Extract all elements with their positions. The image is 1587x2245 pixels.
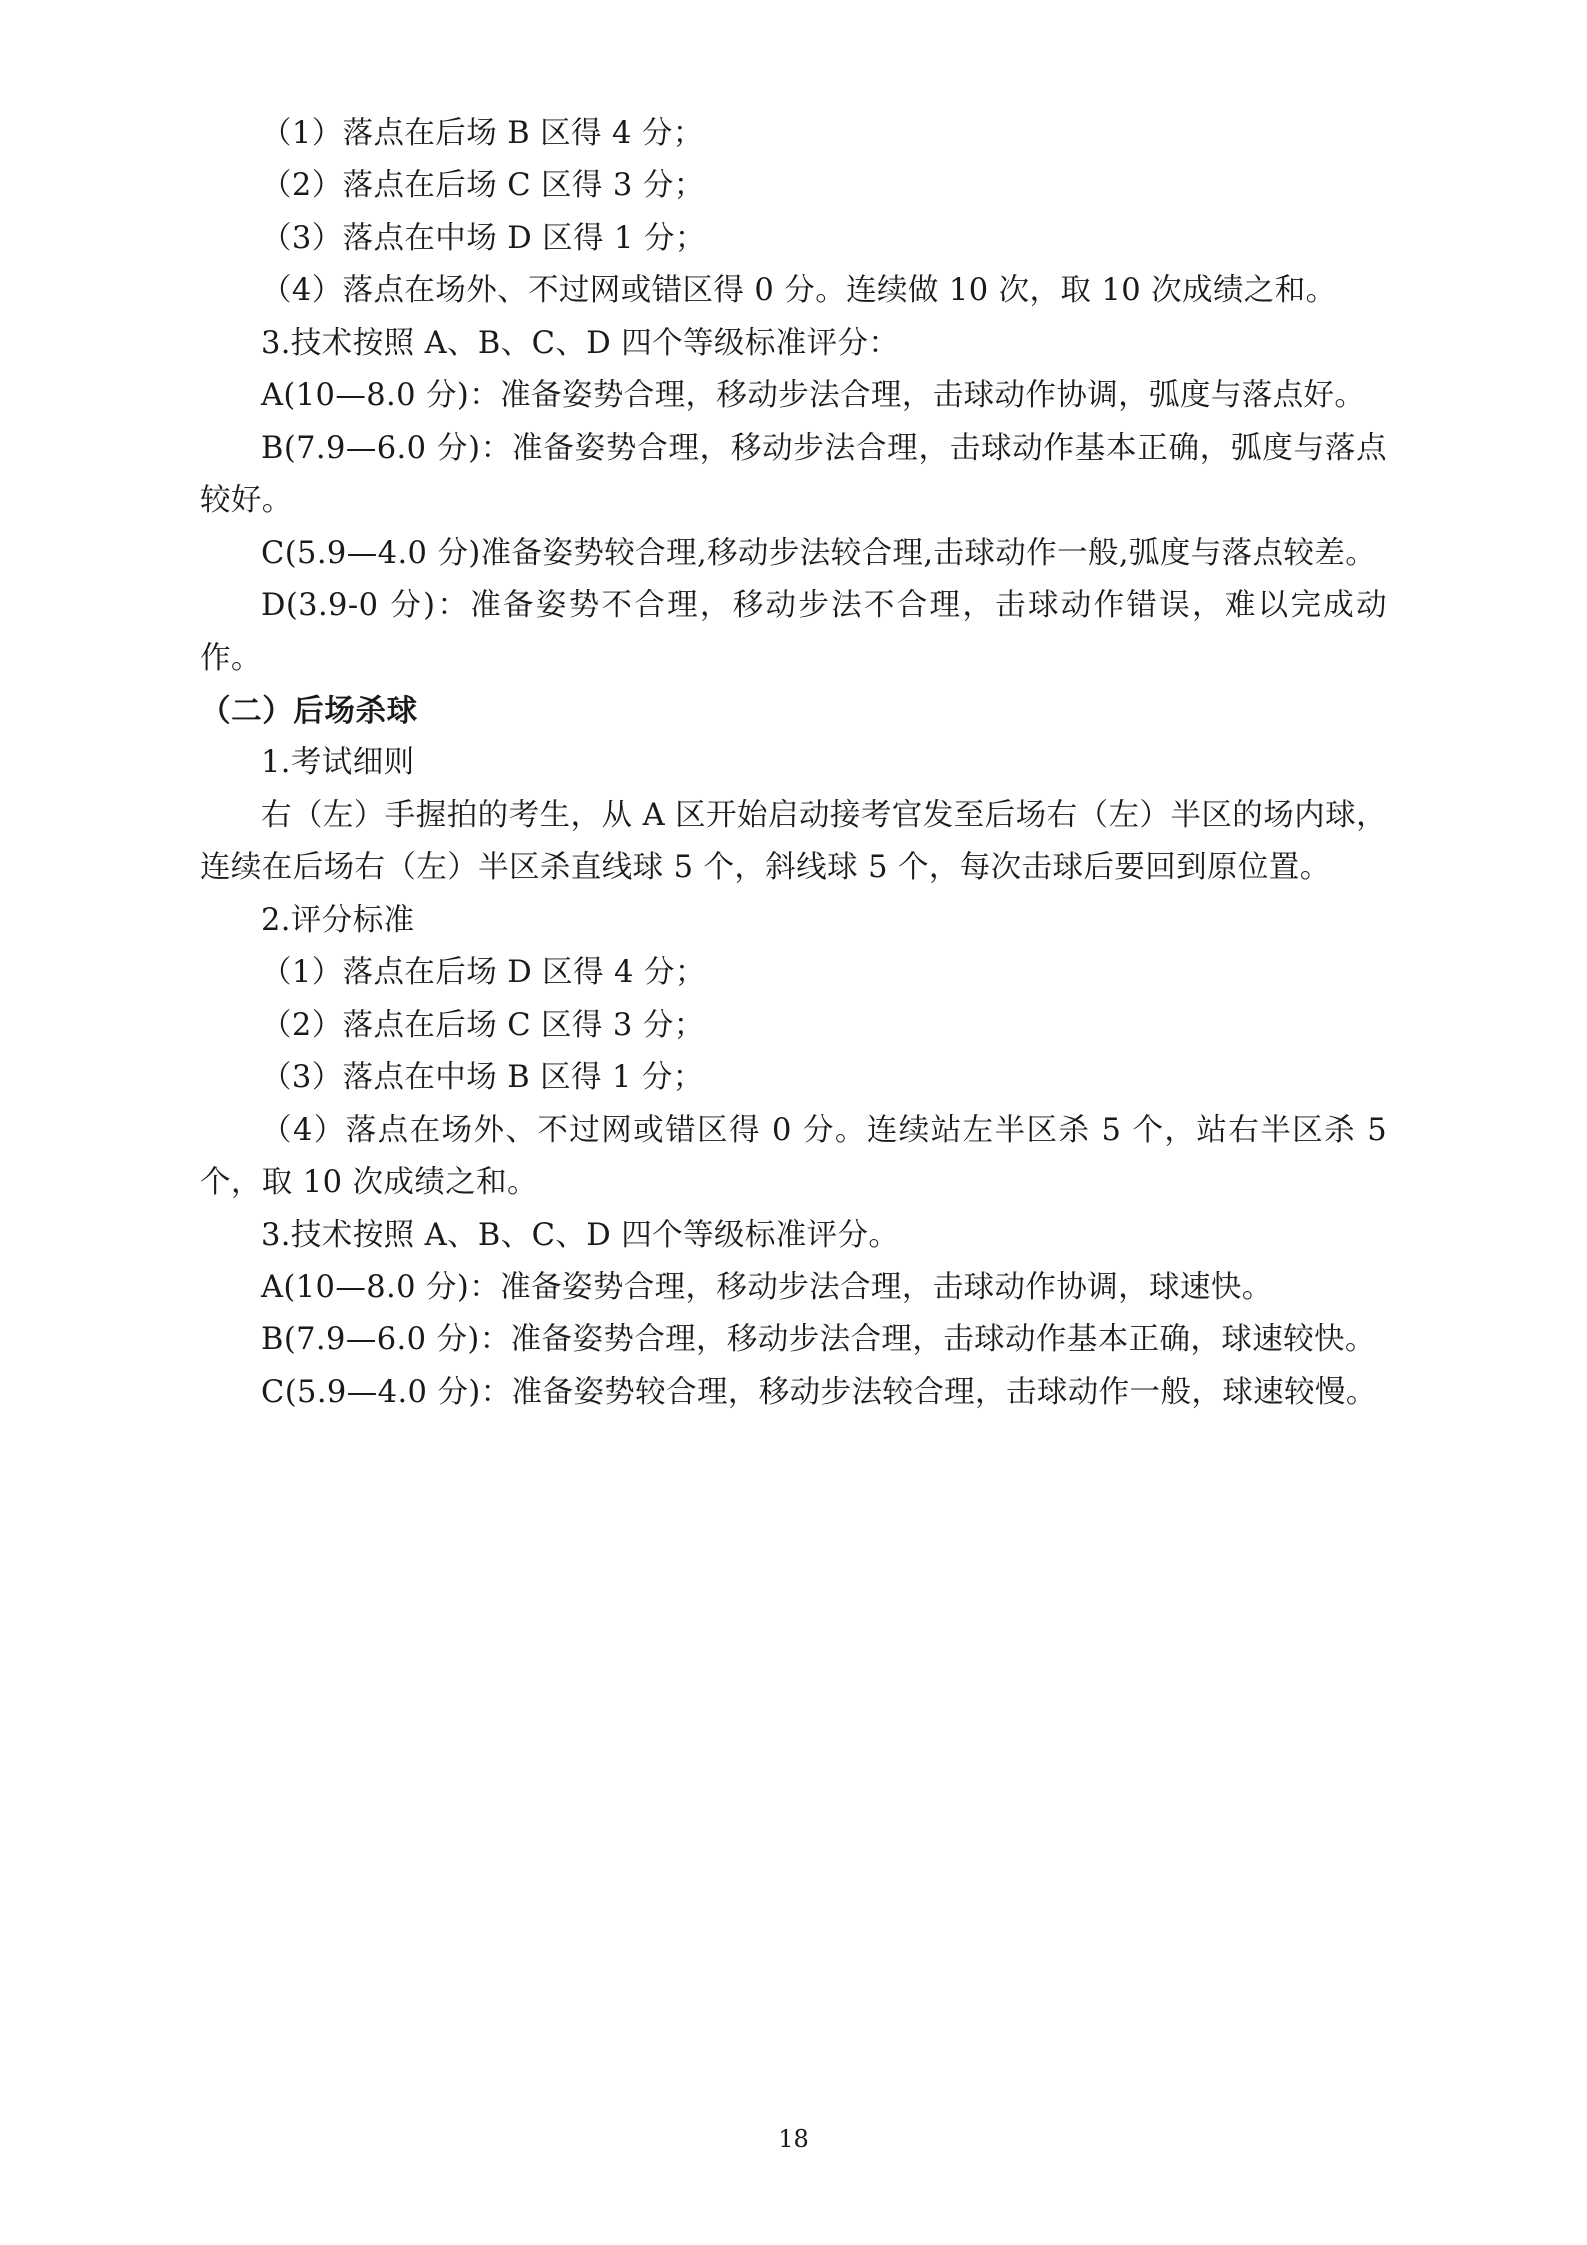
paragraph-scoring-standard-label: 2.评分标准 <box>261 902 415 938</box>
paragraph-grade-d: D(3.9-0 分)：准备姿势不合理，移动步法不合理，击球动作错误，难以完成动作。 <box>200 588 1387 676</box>
paragraph-score-rule-4: （4）落点在场外、不过网或错区得 0 分。连续做 10 次，取 10 次成绩之和。 <box>261 273 1337 309</box>
paragraph-smash-score-rule-4: （4）落点在场外、不过网或错区得 0 分。连续站左半区杀 5 个，站右半区杀 5 个，取 10 次成绩之和。 <box>200 1112 1387 1201</box>
page-number: 18 <box>778 2125 809 2153</box>
paragraph-smash-score-rule-2: （2）落点在后场 C 区得 3 分； <box>261 1007 705 1043</box>
paragraph-smash-grade-a: A(10—8.0 分)：准备姿势合理，移动步法合理，击球动作协调，球速快。 <box>261 1269 1273 1305</box>
paragraph-score-rule-2: （2）落点在后场 C 区得 3 分； <box>261 168 705 204</box>
paragraph-exam-rules-label: 1.考试细则 <box>261 745 415 781</box>
section-heading-backcourt-smash: （二）后场杀球 <box>200 692 418 729</box>
paragraph-smash-technique-grading-intro: 3.技术按照 A、B、C、D 四个等级标准评分。 <box>261 1217 900 1253</box>
paragraph-grade-b: B(7.9—6.0 分)：准备姿势合理，移动步法合理，击球动作基本正确，弧度与落点较好。 <box>200 430 1387 519</box>
paragraph-smash-score-rule-1: （1）落点在后场 D 区得 4 分； <box>261 955 706 991</box>
paragraph-grade-a: A(10—8.0 分)：准备姿势合理，移动步法合理，击球动作协调，弧度与落点好。 <box>261 378 1366 414</box>
document-body <box>200 108 1387 1419</box>
paragraph-smash-grade-c: C(5.9—4.0 分)：准备姿势较合理，移动步法较合理，击球动作一般，球速较慢。 <box>261 1374 1377 1410</box>
paragraph-technique-grading-intro: 3.技术按照 A、B、C、D 四个等级标准评分： <box>261 325 900 361</box>
paragraph-smash-grade-b: B(7.9—6.0 分)：准备姿势合理，移动步法合理，击球动作基本正确，球速较快。 <box>261 1322 1376 1358</box>
paragraph-score-rule-3: （3）落点在中场 D 区得 1 分； <box>261 220 706 256</box>
paragraph-smash-score-rule-3: （3）落点在中场 B 区得 1 分； <box>261 1060 704 1096</box>
paragraph-exam-rules-detail: 右（左）手握拍的考生，从 A 区开始启动接考官发至后场右（左）半区的场内球，连续在后场右（左）半区杀直线球 5 个，斜线球 5 个，每次击球后要回到原位置。 <box>200 797 1387 886</box>
paragraph-grade-c: C(5.9—4.0 分)准备姿势较合理,移动步法较合理,击球动作一般,弧度与落点较差。 <box>261 535 1377 571</box>
paragraph-score-rule-1: （1）落点在后场 B 区得 4 分； <box>261 116 704 151</box>
